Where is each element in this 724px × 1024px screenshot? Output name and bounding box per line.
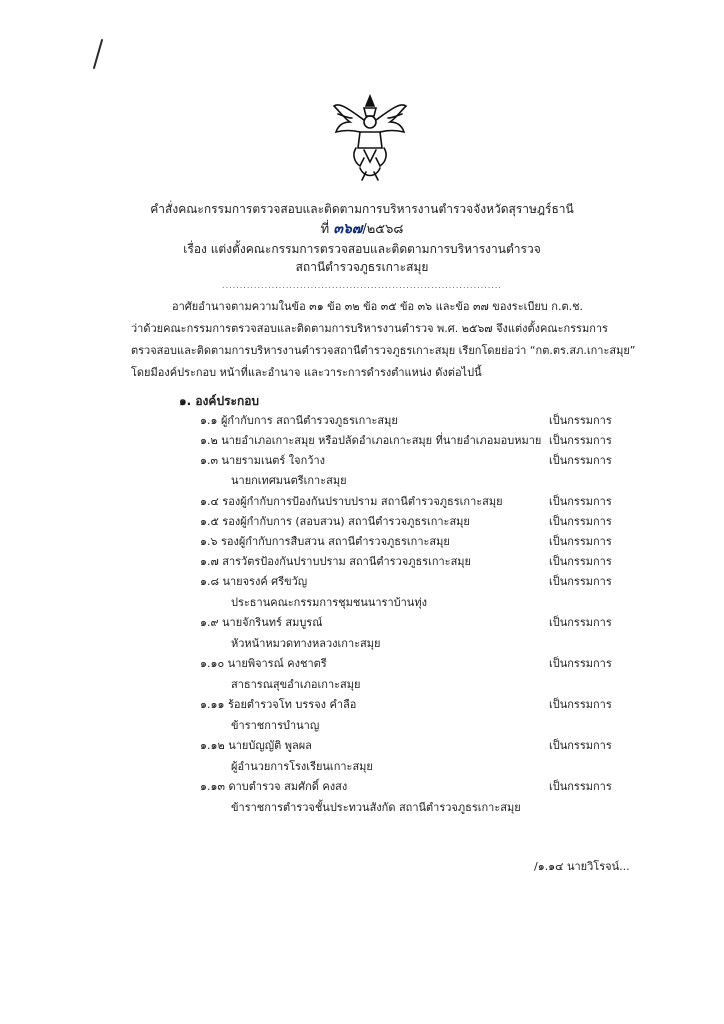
member-role: เป็นกรรมการ (549, 555, 612, 568)
member-position: หัวหน้าหมวดทางหลวงเกาะสมุย (231, 637, 381, 650)
member-position: นายกเทศมนตรีเกาะสมุย (231, 474, 347, 487)
member-position: สาธารณสุขอำเภอเกาะสมุย (231, 678, 361, 691)
member-role: เป็นกรรมการ (549, 535, 612, 548)
member-row (0, 695, 724, 715)
member-position: ข้าราชการตำรวจชั้นประทวนสังกัด สถานีตำรวจภูธรเกาะสมุย (231, 801, 521, 814)
member-name: ๑.๑๓ ดาบตำรวจ สมศักดิ์ คงสง (200, 780, 348, 793)
member-row (0, 613, 724, 633)
member-row (0, 512, 724, 532)
subject-line-2: สถานีตำรวจภูธรเกาะสมุย (295, 260, 429, 274)
body-line-3: ตรวจสอบและติดตามการบริหารงานตำรวจสถานีตำรวจภูธรเกาะสมุย เรียกโดยย่อว่า “กต.ตร.สภ.เกาะสมุย” (131, 344, 636, 357)
member-row (0, 451, 724, 471)
member-name: ๑.๑๑ ร้อยตำรวจโท บรรจง คำลือ (200, 698, 357, 711)
member-role: เป็นกรรมการ (549, 780, 612, 793)
member-row (0, 552, 724, 572)
garuda-emblem-icon (330, 92, 410, 182)
order-number-handwritten: ๓๖๗ (333, 221, 363, 237)
member-role: เป็นกรรมการ (549, 657, 612, 670)
member-position: ข้าราชการบำนาญ (231, 719, 320, 732)
body-line-1: อาศัยอำนาจตามความในข้อ ๓๑ ข้อ ๓๒ ข้อ ๓๕ ข้อ ๓๖ และข้อ ๓๗ ของระเบียบ ก.ต.ช. (172, 300, 584, 313)
continuation-note: /๑.๑๔ นายวิโรจน์... (534, 860, 630, 873)
member-name: ๑.๖ รองผู้กำกับการสืบสวน สถานีตำรวจภูธรเกาะสมุย (200, 535, 450, 548)
member-role: เป็นกรรมการ (549, 616, 612, 629)
member-name: ๑.๗ สารวัตรป้องกันปราบปราม สถานีตำรวจภูธรเกาะสมุย (200, 555, 471, 568)
member-name: ๑.๑๒ นายบัญญัติ พูลผล (200, 739, 312, 752)
member-role: เป็นกรรมการ (549, 739, 612, 752)
member-row (0, 431, 724, 451)
member-name: ๑.๕ รองผู้กำกับการ (สอบสวน) สถานีตำรวจภูธรเกาะสมุย (200, 515, 470, 528)
member-name: ๑.๙ นายจักรินทร์ สมบูรณ์ (200, 616, 323, 629)
member-name: ๑.๑ ผู้กำกับการ สถานีตำรวจภูธรเกาะสมุย (200, 414, 398, 427)
member-role: เป็นกรรมการ (549, 414, 612, 427)
body-line-4: โดยมีองค์ประกอบ หน้าที่และอำนาจ และวาระการดำรงตำแหน่ง ดังต่อไปนี้ (131, 366, 482, 379)
member-role: เป็นกรรมการ (549, 698, 612, 711)
body-line-2: ว่าด้วยคณะกรรมการตรวจสอบและติดตามการบริหารงานตำรวจ พ.ศ. ๒๕๖๗ จึงแต่งตั้งคณะกรรมการ (131, 322, 608, 335)
subject-line-1: เรื่อง แต่งตั้งคณะกรรมการตรวจสอบและติดตามการบริหารงานตำรวจ (183, 242, 541, 256)
member-role: เป็นกรรมการ (549, 515, 612, 528)
member-role: เป็นกรรมการ (549, 434, 612, 447)
member-row (0, 777, 724, 797)
member-role: เป็นกรรมการ (549, 575, 612, 588)
pen-mark-icon (88, 38, 108, 72)
separator: ............................................................................... (222, 281, 502, 290)
member-name: ๑.๘ นายจรงค์ ศรีขวัญ (200, 575, 308, 588)
member-role: เป็นกรรมการ (549, 495, 612, 508)
order-number (0, 218, 724, 240)
member-position: ผู้อำนวยการโรงเรียนเกาะสมุย (231, 760, 373, 773)
section-title: ๑. องค์ประกอบ (179, 394, 260, 408)
order-title: คำสั่งคณะกรรมการตรวจสอบและติดตามการบริหารงานตำรวจจังหวัดสุราษฎร์ธานี (150, 202, 574, 216)
member-name: ๑.๑๐ นายพิจารณ์ คงชาตรี (200, 657, 327, 670)
member-position: ประธานคณะกรรมการชุมชนนาราบ้านทุ่ง (231, 596, 427, 609)
member-row (0, 654, 724, 674)
order-number-prefix: ที่ (320, 222, 330, 237)
member-name: ๑.๒ นายอำเภอเกาะสมุย หรือปลัดอำเภอเกาะสมุย ที่นายอำเภอมอบหมาย (200, 434, 542, 447)
member-row (0, 411, 724, 431)
member-role: เป็นกรรมการ (549, 454, 612, 467)
member-row (0, 736, 724, 756)
member-name: ๑.๓ นายรามเนตร์ ใจกว้าง (200, 454, 326, 467)
member-row (0, 492, 724, 512)
member-row (0, 532, 724, 552)
member-row (0, 572, 724, 592)
order-number-year: /๒๕๖๘ (362, 222, 404, 237)
member-name: ๑.๔ รองผู้กำกับการป้องกันปราบปราม สถานีตำรวจภูธรเกาะสมุย (200, 495, 503, 508)
